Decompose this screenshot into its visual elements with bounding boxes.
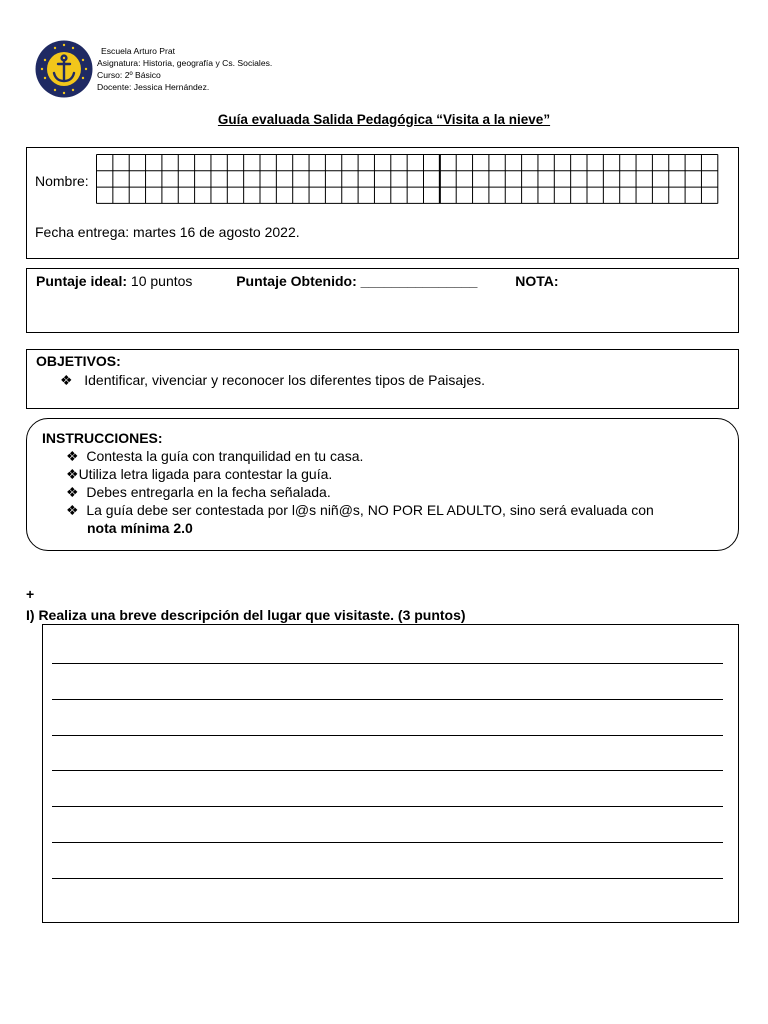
- score-line: [36, 273, 559, 289]
- answer-line[interactable]: [52, 735, 723, 736]
- instruction-item: ❖ Contesta la guía con tranquilidad en tu casa.: [66, 448, 364, 464]
- instructions-title: INSTRUCCIONES:: [42, 430, 163, 446]
- name-label: Nombre:: [35, 173, 89, 189]
- objective-text: Identificar, vivenciar y reconocer los diferentes tipos de Paisajes.: [84, 372, 485, 388]
- answer-line[interactable]: [52, 842, 723, 843]
- diamond-bullet-icon: ❖: [66, 448, 79, 464]
- name-writing-grid[interactable]: [96, 154, 722, 205]
- diamond-bullet-icon: ❖: [66, 466, 79, 482]
- answer-line[interactable]: [52, 663, 723, 664]
- question-1: I) Realiza una breve descripción del lugar que visitaste. (3 puntos): [26, 607, 466, 623]
- course-line: Curso: 2º Básico: [97, 70, 161, 80]
- plus-mark: +: [26, 586, 35, 602]
- answer-line[interactable]: [52, 699, 723, 700]
- diamond-bullet-icon: ❖: [66, 484, 79, 500]
- answer-line[interactable]: [52, 806, 723, 807]
- page-title: Guía evaluada Salida Pedagógica “Visita a la nieve”: [217, 112, 551, 127]
- school-header: [97, 45, 272, 93]
- school-logo: [35, 40, 93, 98]
- instruction-min-grade: nota mínima 2.0: [87, 520, 193, 536]
- subject-line: Asignatura: Historia, geografía y Cs. Sociales.: [97, 58, 273, 68]
- diamond-bullet-icon: ❖: [66, 502, 79, 518]
- diamond-bullet-icon: ❖: [60, 372, 73, 388]
- grade-label: NOTA:: [515, 273, 559, 289]
- school-name: Escuela Arturo Prat: [101, 46, 176, 56]
- obtained-score-label[interactable]: Puntaje Obtenido: _______________: [236, 273, 478, 289]
- due-date: Fecha entrega: martes 16 de agosto 2022.: [35, 224, 300, 240]
- answer-line[interactable]: [52, 878, 723, 879]
- ideal-score-label: Puntaje ideal:: [36, 273, 128, 289]
- teacher-line: Docente: Jessica Hernández.: [97, 82, 210, 92]
- objective-item: [60, 372, 485, 389]
- ideal-score-value: 10 puntos: [130, 273, 193, 289]
- instruction-item: ❖Utiliza letra ligada para contestar la guía.: [66, 466, 333, 482]
- objectives-title: OBJETIVOS:: [36, 353, 121, 369]
- instruction-item: ❖ La guía debe ser contestada por l@s niñ@s, NO POR EL ADULTO, sino será evaluada con: [66, 502, 654, 518]
- instruction-item: ❖ Debes entregarla en la fecha señalada.: [66, 484, 331, 500]
- answer-line[interactable]: [52, 770, 723, 771]
